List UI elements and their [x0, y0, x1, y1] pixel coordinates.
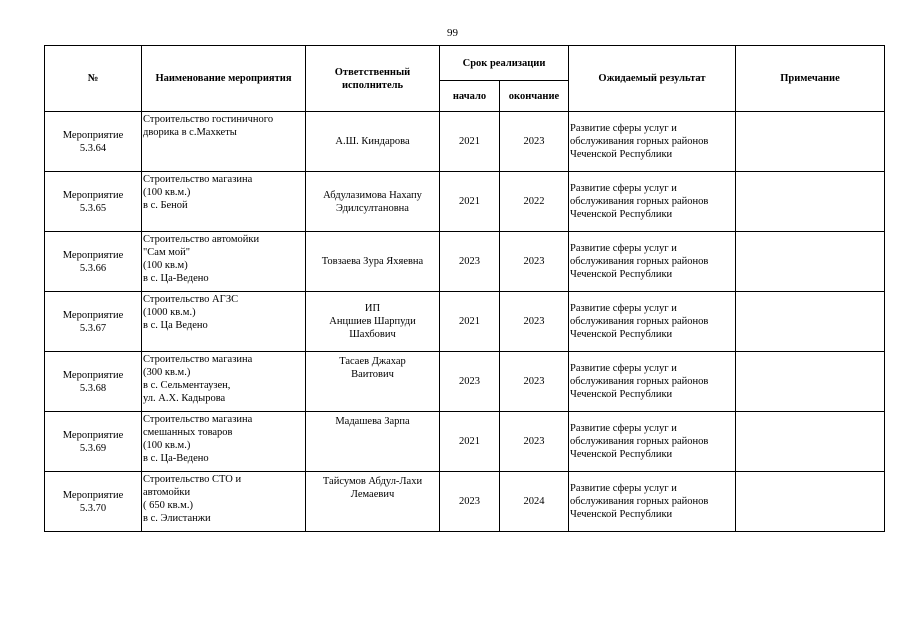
cell-responsible: А.Ш. Киндарова — [306, 112, 440, 172]
cell-num: Мероприятие 5.3.67 — [45, 292, 142, 352]
cell-name: Строительство АГЗС (1000 кв.м.) в с. Ца Ведено — [142, 292, 306, 352]
cell-note — [736, 172, 885, 232]
cell-note — [736, 232, 885, 292]
page-number: 99 — [447, 27, 458, 39]
cell-name: Строительство автомойки "Сам мой" (100 кв.м) в с. Ца-Ведено — [142, 232, 306, 292]
cell-num: Мероприятие 5.3.68 — [45, 352, 142, 412]
table-row — [45, 412, 885, 472]
header-end: окончание — [500, 81, 569, 112]
cell-end: 2023 — [500, 232, 569, 292]
cell-responsible: Мадашева Зарпа — [306, 412, 440, 472]
cell-responsible: Товзаева Зура Яхяевна — [306, 232, 440, 292]
cell-responsible: Тасаев Джахар Ваитович — [306, 352, 440, 412]
table-row — [45, 112, 885, 172]
cell-name: Строительство гостиничного дворика в с.Махкеты — [142, 112, 306, 172]
table-header — [45, 46, 885, 112]
header-period: Срок реализации — [440, 46, 569, 81]
table-body — [45, 112, 885, 532]
cell-responsible: Тайсумов Абдул-Лахи Лемаевич — [306, 472, 440, 532]
header-responsible: Ответственный исполнитель — [306, 46, 440, 112]
cell-end: 2023 — [500, 412, 569, 472]
cell-name: Строительство СТО и автомойки ( 650 кв.м.) в с. Элистанжи — [142, 472, 306, 532]
cell-note — [736, 472, 885, 532]
cell-responsible: Абдулазимова Нахапу Эдилсултановна — [306, 172, 440, 232]
cell-result: Развитие сферы услуг и обслуживания горных районов Чеченской Республики — [569, 472, 736, 532]
table-row — [45, 292, 885, 352]
cell-note — [736, 412, 885, 472]
cell-result: Развитие сферы услуг и обслуживания горных районов Чеченской Республики — [569, 292, 736, 352]
cell-name: Строительство магазина (300 кв.м.) в с. Сельментаузен, ул. А.Х. Кадырова — [142, 352, 306, 412]
table-row — [45, 472, 885, 532]
cell-num: Мероприятие 5.3.70 — [45, 472, 142, 532]
cell-start: 2021 — [440, 292, 500, 352]
cell-start: 2023 — [440, 352, 500, 412]
cell-num: Мероприятие 5.3.69 — [45, 412, 142, 472]
cell-result: Развитие сферы услуг и обслуживания горных районов Чеченской Республики — [569, 112, 736, 172]
header-note: Примечание — [736, 46, 885, 112]
cell-result: Развитие сферы услуг и обслуживания горных районов Чеченской Республики — [569, 232, 736, 292]
table-row — [45, 352, 885, 412]
cell-note — [736, 112, 885, 172]
header-name: Наименование мероприятия — [142, 46, 306, 112]
cell-start: 2021 — [440, 112, 500, 172]
table-row — [45, 172, 885, 232]
cell-start: 2023 — [440, 472, 500, 532]
cell-end: 2023 — [500, 292, 569, 352]
cell-note — [736, 352, 885, 412]
header-result: Ожидаемый результат — [569, 46, 736, 112]
cell-end: 2022 — [500, 172, 569, 232]
cell-name: Строительство магазина смешанных товаров (100 кв.м.) в с. Ца-Ведено — [142, 412, 306, 472]
activities-table — [44, 45, 885, 532]
header-start: начало — [440, 81, 500, 112]
cell-name: Строительство магазина (100 кв.м.) в с. Беной — [142, 172, 306, 232]
cell-result: Развитие сферы услуг и обслуживания горных районов Чеченской Республики — [569, 412, 736, 472]
header-num: № — [45, 46, 142, 112]
cell-num: Мероприятие 5.3.65 — [45, 172, 142, 232]
cell-result: Развитие сферы услуг и обслуживания горных районов Чеченской Республики — [569, 172, 736, 232]
cell-result: Развитие сферы услуг и обслуживания горных районов Чеченской Республики — [569, 352, 736, 412]
cell-note — [736, 292, 885, 352]
cell-start: 2023 — [440, 232, 500, 292]
cell-start: 2021 — [440, 412, 500, 472]
cell-num: Мероприятие 5.3.66 — [45, 232, 142, 292]
cell-responsible: ИП Анцшиев Шарпуди Шахбович — [306, 292, 440, 352]
cell-end: 2024 — [500, 472, 569, 532]
cell-num: Мероприятие 5.3.64 — [45, 112, 142, 172]
cell-end: 2023 — [500, 112, 569, 172]
cell-end: 2023 — [500, 352, 569, 412]
table-row — [45, 232, 885, 292]
cell-start: 2021 — [440, 172, 500, 232]
